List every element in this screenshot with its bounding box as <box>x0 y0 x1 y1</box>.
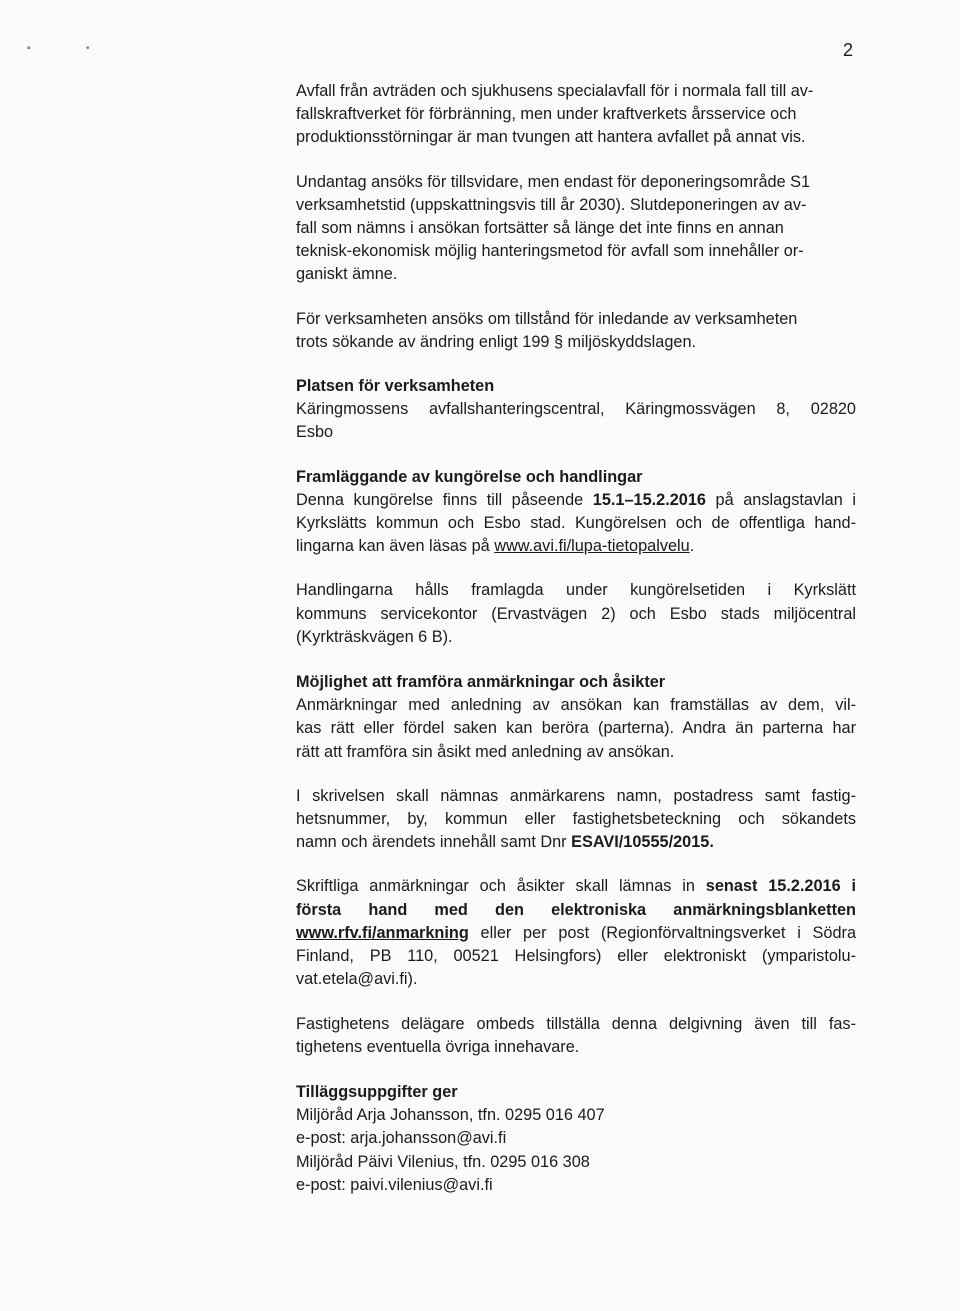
text-line: vat.etela@avi.fi). <box>296 970 418 989</box>
text-line: fall som nämns i ansökan fortsätter så länge det inte finns en annan <box>296 219 784 238</box>
text-line: rätt att framföra sin åsikt med anledning av ansökan. <box>296 742 675 761</box>
text-line: kas rätt eller fördel saken kan beröra (parterna). Andra än parterna har <box>296 719 856 738</box>
scan-mark: • <box>86 43 90 54</box>
text-line: Skriftliga anmärkningar och åsikter skall lämnas in senast 15.2.2016 i <box>296 877 856 896</box>
section-heading: Tilläggsuppgifter ger <box>296 1082 458 1101</box>
deadline: senast 15.2.2016 i <box>705 877 856 896</box>
contact-email[interactable]: e-post: arja.johansson@avi.fi <box>296 1129 507 1148</box>
contact-line: Miljöråd Arja Johansson, tfn. 0295 016 407 <box>296 1106 605 1125</box>
paragraph-waste <box>296 80 856 150</box>
paragraph-written-statement <box>296 785 856 855</box>
scan-mark: ▪ <box>27 43 31 54</box>
text-line: kommuns servicekontor (Ervastvägen 2) och Esbo stads miljöcentral <box>296 604 856 623</box>
paragraph-permit <box>296 308 856 354</box>
lupa-tietopalvelu-link[interactable]: www.avi.fi/lupa-tietopalvelu <box>494 537 690 556</box>
paragraph-exemption <box>296 171 856 287</box>
paragraph-owners <box>296 1013 856 1059</box>
text-line: trots sökande av ändring enligt 199 § miljöskyddslagen. <box>296 332 697 351</box>
text-line: Fastighetens delägare ombeds tillställa denna delgivning även till fas- <box>296 1014 856 1033</box>
text-line: lingarna kan även läsas på www.avi.fi/lupa-tietopalvelu. <box>296 537 695 556</box>
paragraph-documents <box>296 579 856 649</box>
section-heading: Framläggande av kungörelse och handlingar <box>296 467 643 486</box>
text-line: I skrivelsen skall nämnas anmärkarens namn, postadress samt fastig- <box>296 786 856 805</box>
text-line: Undantag ansöks för tillsvidare, men endast för deponeringsområde S1 <box>296 172 811 191</box>
text-line: Finland, PB 110, 00521 Helsingfors) eller elektroniskt (ymparistolu- <box>296 947 856 966</box>
text-line: (Kyrkträskvägen 6 B). <box>296 627 453 646</box>
section-publication <box>296 466 856 559</box>
text-line: fallskraftverket för förbränning, men under kraftverkets årsservice och <box>296 105 797 124</box>
section-comments <box>296 671 856 764</box>
section-contact <box>296 1081 856 1197</box>
anmarkning-link[interactable]: www.rfv.fi/anmarkning <box>296 923 469 942</box>
text-line: verksamhetstid (uppskattningsvis till år 2030). Slutdeponeringen av av- <box>296 195 807 214</box>
text-line: hetsnummer, by, kommun eller fastighetsbeteckning och sökandets <box>296 810 856 829</box>
contact-line: Miljöråd Päivi Vilenius, tfn. 0295 016 308 <box>296 1152 590 1171</box>
text-line: Kyrkslätts kommun och Esbo stad. Kungörelsen och de offentliga hand- <box>296 514 856 533</box>
document-body <box>296 80 856 1197</box>
diary-number: ESAVI/10555/2015. <box>571 833 714 852</box>
section-heading: Möjlighet att framföra anmärkningar och åsikter <box>296 673 666 692</box>
text-line: namn och ärendets innehåll samt Dnr ESAVI/10555/2015. <box>296 833 714 852</box>
text-line: För verksamheten ansöks om tillstånd för inledande av verksamheten <box>296 309 798 328</box>
page-number: 2 <box>843 40 854 60</box>
section-location <box>296 375 856 445</box>
text-line: tighetens eventuella övriga innehavare. <box>296 1037 580 1056</box>
display-dates: 15.1–15.2.2016 <box>592 490 706 509</box>
section-heading: Platsen för verksamheten <box>296 377 495 396</box>
text-line: Denna kungörelse finns till påseende 15.1–15.2.2016 på anslagstavlan i <box>296 490 856 509</box>
text-line: www.rfv.fi/anmarkning eller per post (Regionförvaltningsverket i Södra <box>296 923 856 942</box>
text-line: Anmärkningar med anledning av ansökan kan framställas av dem, vil- <box>296 696 856 715</box>
text-line: första hand med den elektroniska anmärkningsblanketten <box>296 900 856 919</box>
text-line: Handlingarna hålls framlagda under kungörelsetiden i Kyrkslätt <box>296 581 856 600</box>
text-line: produktionsstörningar är man tvungen att hantera avfallet på annat vis. <box>296 128 806 147</box>
text-line: Esbo <box>296 423 334 442</box>
text-line: ganiskt ämne. <box>296 265 398 284</box>
text-line: Käringmossens avfallshanteringscentral, Käringmossvägen 8, 02820 <box>296 400 856 419</box>
text-line: Avfall från avträden och sjukhusens specialavfall för i normala fall till av- <box>296 82 814 100</box>
contact-email[interactable]: e-post: paivi.vilenius@avi.fi <box>296 1175 493 1194</box>
text-line: teknisk-ekonomisk möjlig hanteringsmetod för avfall som innehåller or- <box>296 242 804 261</box>
paragraph-submission <box>296 875 856 991</box>
